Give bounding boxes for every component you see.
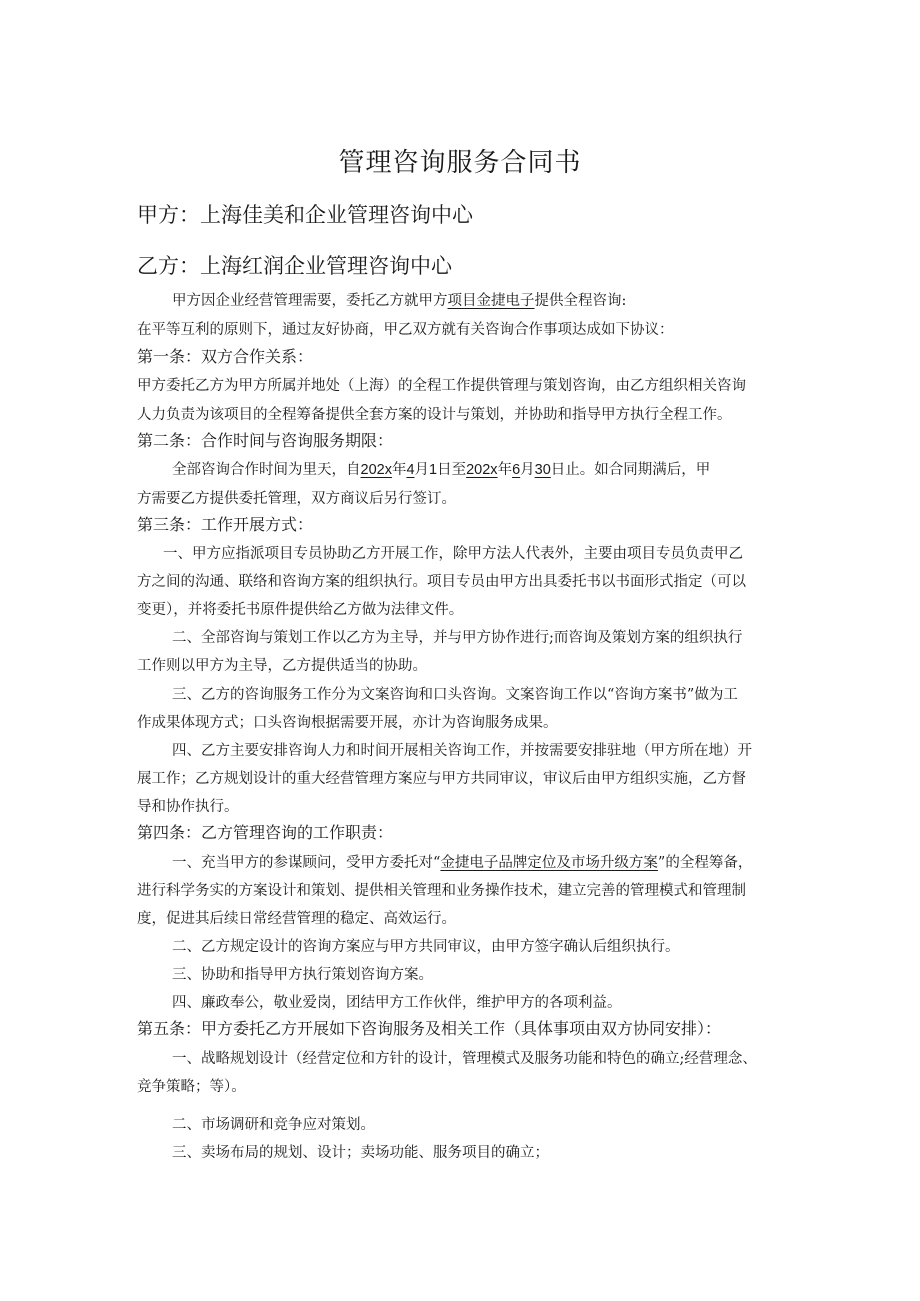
article-1-line: 人力负责为该项目的全程筹备提供全套方案的设计与策划，并协助和指导甲方执行全程工作。 (137, 407, 732, 423)
project-name: 项目金捷电子 (447, 293, 535, 309)
article-4-p3: 三、协助和指导甲方执行策划咨询方案。 (172, 967, 433, 983)
article-3-p4-line: 四、乙方主要安排咨询人力和时间开展相关咨询工作，并按需要安排驻地（甲方所在地）开 (172, 743, 752, 759)
text-segment: 月 (414, 462, 430, 478)
article-4-p1-line: 度，促进其后续日常经营管理的稳定、高效运行。 (137, 911, 456, 927)
end-day: 30 (534, 462, 551, 478)
article-3-p3-line: 作成果体现方式；口头咨询根据需要开展，亦计为咨询服务成果。 (137, 715, 558, 731)
article-3-p4-line: 展工作；乙方规划设计的重大经营管理方案应与甲方共同审议，审议后由甲方组织实施，乙方督 (137, 771, 746, 787)
start-day: 1 (429, 462, 438, 478)
article-4-heading: 第四条：乙方管理咨询的工作职责： (137, 823, 394, 842)
text-segment: 年 (497, 462, 513, 478)
article-4-p1-line: 进行科学务实的方案设计和策划、提供相关管理和业务操作技术，建立完善的管理模式和管理制 (137, 883, 746, 899)
article-3-heading: 第三条：工作开展方式： (137, 515, 314, 534)
article-3-p1-line: 一、甲方应指派项目专员协助乙方开展工作，除甲方法人代表外，主要由项目专员负责甲乙 (163, 546, 743, 562)
article-5-p2: 二、市场调研和竞争应对策划。 (172, 1117, 375, 1133)
party-a: 甲方：上海佳美和企业管理咨询中心 (137, 203, 473, 227)
intro-line-1 (172, 291, 626, 311)
article-3-p4-line: 导和协作执行。 (137, 799, 239, 815)
article-5-p1-line: 一、战略规划设计（经营定位和方针的设计，管理模式及服务功能和特色的确立;经营理念、 (172, 1051, 757, 1067)
article-5-p3: 三、卖场布局的规划、设计；卖场功能、服务项目的确立； (172, 1145, 549, 1161)
article-2-line-2: 方需要乙方提供委托管理，双方商议后另行签订。 (137, 491, 456, 507)
text-segment: 一、充当甲方的参谋顾问，受甲方委托对“ (172, 855, 441, 871)
article-4-p1-line-1 (172, 853, 752, 873)
article-5-heading: 第五条：甲方委托乙方开展如下咨询服务及相关工作（具体事项由双方协同安排）： (137, 1019, 722, 1038)
intro-line-2: 在平等互利的原则下，通过友好协商，甲乙双方就有关咨询合作事项达成如下协议： (137, 322, 674, 338)
project-plan-name: 金捷电子品牌定位及市场升级方案 (440, 855, 658, 871)
article-2-heading: 第二条：合作时间与咨询服务期限： (137, 431, 394, 450)
article-1-heading: 第一条：双方合作关系： (137, 347, 314, 366)
party-b: 乙方：上海红润企业管理咨询中心 (137, 254, 452, 278)
article-3-p1-line: 方之间的沟通、联络和咨询方案的组织执行。项目专员由甲方出具委托书以书面形式指定（可以 (137, 574, 746, 590)
text-segment: 年 (391, 462, 407, 478)
text-segment: 日至 (437, 462, 467, 478)
intro-post: 提供全程咨询: (534, 293, 627, 309)
end-month: 6 (512, 462, 521, 478)
article-2-line-1 (172, 460, 710, 480)
document-title: 管理咨询服务合同书 (338, 148, 582, 178)
text-segment: 月 (520, 462, 535, 478)
article-4-p2: 二、乙方规定设计的咨询方案应与甲方共同审议，由甲方签字确认后组织执行。 (172, 939, 680, 955)
article-4-p4: 四、廉政奉公，敬业爱岗，团结甲方工作伙伴，维护甲方的各项利益。 (172, 995, 622, 1011)
intro-pre: 甲方因企业经营管理需要，委托乙方就甲方 (172, 293, 448, 309)
start-month: 4 (406, 462, 415, 478)
article-3-p3-line: 三、乙方的咨询服务工作分为文案咨询和口头咨询。文案咨询工作以“咨询方案书”做为工 (172, 687, 738, 703)
article-3-p2-line: 工作则以甲方为主导，乙方提供适当的协助。 (137, 658, 427, 674)
start-year: 202x (360, 462, 392, 478)
article-1-line: 甲方委托乙方为甲方所属并地处（上海）的全程工作提供管理与策划咨询，由乙方组织相关咨询 (137, 378, 746, 394)
text-segment: 全部咨询合作时间为里天，自 (172, 462, 361, 478)
article-5-p1-line: 竞争策略；等）。 (137, 1079, 246, 1095)
end-year: 202x (466, 462, 498, 478)
text-segment: 日止。如合同期满后，甲 (550, 462, 711, 478)
article-3-p1-line: 变更），并将委托书原件提供给乙方做为法律文件。 (137, 602, 464, 618)
article-3-p2-line: 二、全部咨询与策划工作以乙方为主导，并与甲方协作进行;而咨询及策划方案的组织执行 (172, 630, 743, 646)
text-segment: ”的全程筹备， (657, 855, 753, 871)
